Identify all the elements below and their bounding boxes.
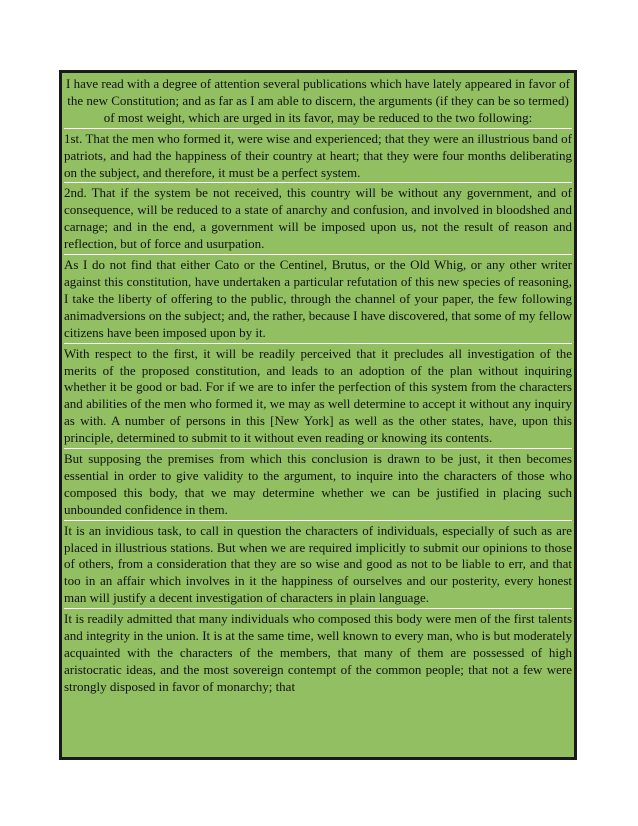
- intro-paragraph: I have read with a degree of attention several publications which have lately appeared in favor of the new Constitution; and as far as I am able to discern, the arguments (if they can be so termed) of most weight, which are urged in its favor, may be reduced to the two following:: [64, 74, 572, 129]
- document-page: [59, 70, 577, 760]
- second-argument-paragraph: 2nd. That if the system be not received, this country will be without any government, and of consequence, will be reduced to a state of anarchy and confusion, and involved in bloodshed and carnage; and in the end, a government will be imposed upon us, not the result of reason and reflection, but of force and usurpation.: [64, 183, 572, 255]
- invidious-task-paragraph: It is an invidious task, to call in question the characters of individuals, especially of such as are placed in illustrious stations. But when we are required implicitly to submit our opinions to those of others, from a consideration that they are so wise and good as not to be liable to err, and that too in an affair which involves in it the happiness of ourselves and our posterity, every honest man will justify a decent investigation of characters in plain language.: [64, 521, 572, 610]
- characters-paragraph: It is readily admitted that many individuals who composed this body were men of the first talents and integrity in the union. It is at the same time, well known to every man, who is but moderately acquainted with the characters of the members, that many of them are possessed of high aristocratic ideas, and the most sovereign contempt of the common people; that not a few were strongly disposed in favor of monarchy; that: [64, 611, 572, 694]
- first-argument-paragraph: 1st. That the men who formed it, were wise and experienced; that they were an illustrious band of patriots, and had the happiness of their country at heart; that they were four months deliberating on the subject, and therefore, it must be a perfect system.: [64, 129, 572, 184]
- premises-paragraph: But supposing the premises from which this conclusion is drawn to be just, it then becomes essential in order to give validity to the argument, to inquire into the characters of those who composed this body, that we may determine whether we can be justified in placing such unbounded confidence in them.: [64, 449, 572, 521]
- document-text: [62, 73, 574, 697]
- first-response-paragraph: With respect to the first, it will be readily perceived that it precludes all investigation of the merits of the proposed constitution, and leads to an adoption of the plan without inquiring whether it be good or bad. For if we are to infer the perfection of this system from the characters and abilities of the men who formed it, we may as well determine to accept it without any inquiry as with. A number of persons in this [New York] as well as the other states, have, upon this principle, determined to submit to it without even reading or knowing its contents.: [64, 344, 572, 449]
- refutation-paragraph: As I do not find that either Cato or the Centinel, Brutus, or the Old Whig, or any other writer against this constitution, have undertaken a particular refutation of this new species of reasoning, I take the liberty of offering to the public, through the channel of your paper, the few following animadversions on the subject; and, the rather, because I have discovered, that some of my fellow citizens have been imposed upon by it.: [64, 255, 572, 344]
